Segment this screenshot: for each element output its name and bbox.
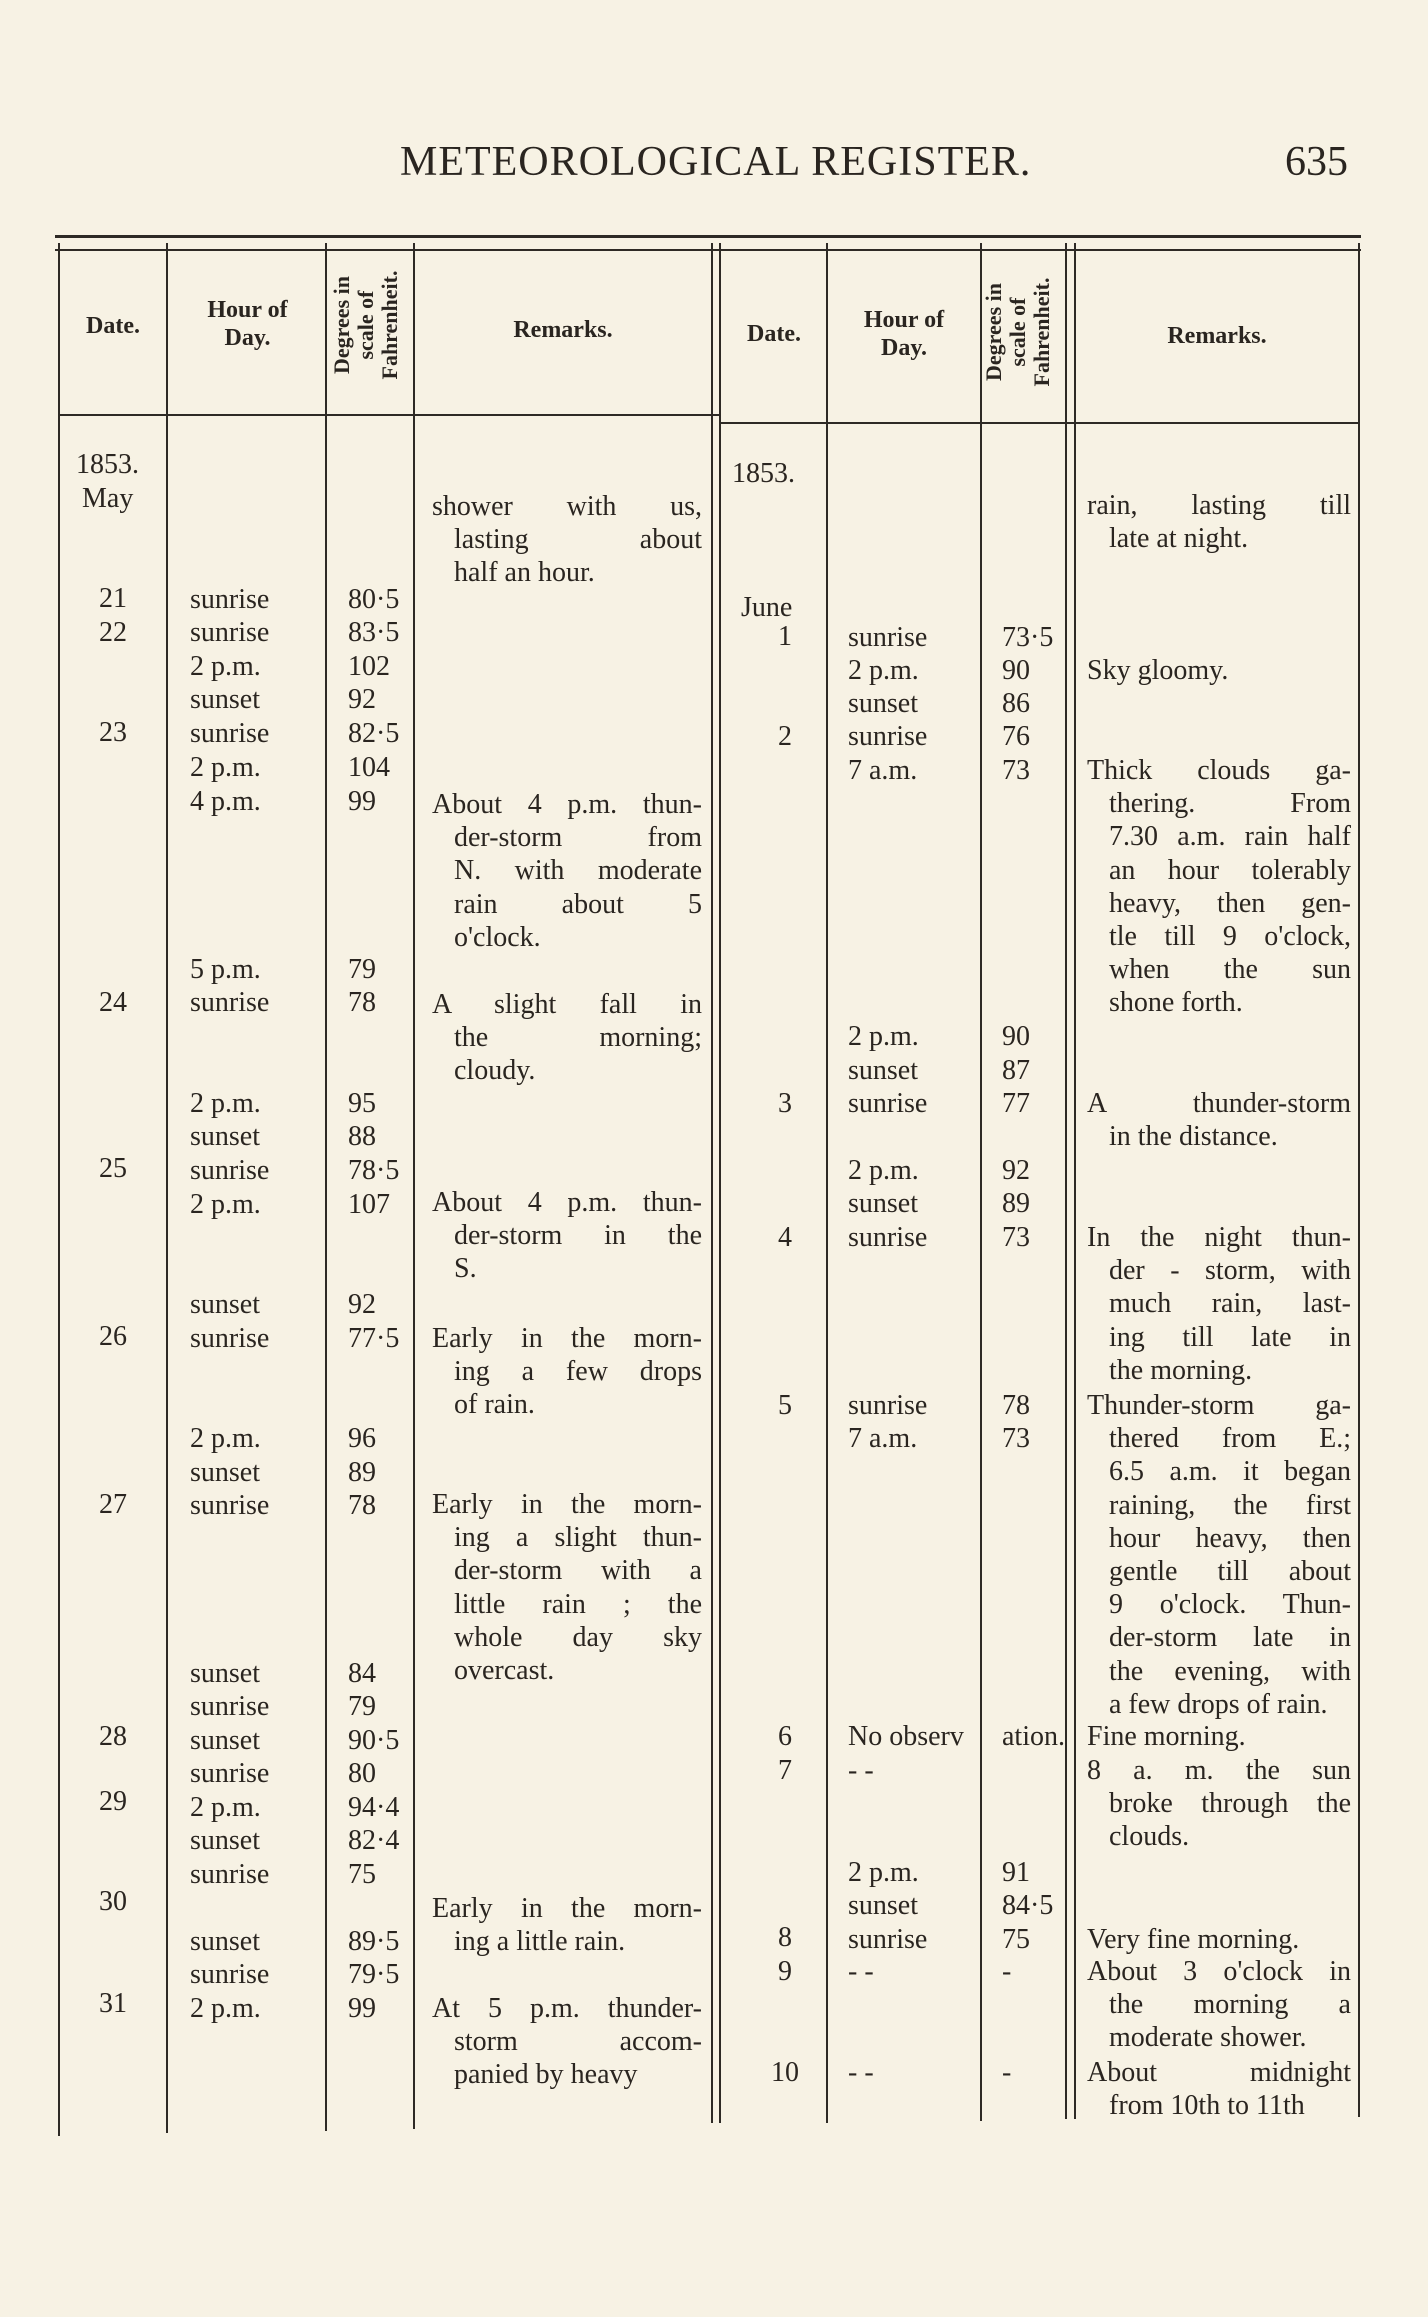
date-entry: 30 bbox=[99, 1886, 127, 1917]
remark-line: A thunder-storm bbox=[1087, 1088, 1351, 1119]
hour-entry: sunrise bbox=[190, 718, 270, 749]
date-entry: 6 bbox=[778, 1721, 792, 1752]
remark bbox=[1087, 1955, 1351, 2055]
remark-line: the morning; bbox=[454, 1022, 702, 1054]
degree-entry: 99 bbox=[348, 1993, 376, 2024]
hour-entry: 4 p.m. bbox=[190, 786, 261, 817]
remark-line: 7.30 a.m. rain half bbox=[1109, 821, 1351, 853]
degree-entry: 84·5 bbox=[1002, 1890, 1054, 1921]
degree-entry: 92 bbox=[348, 684, 376, 715]
column-divider bbox=[980, 243, 982, 2121]
degree-entry: 78·5 bbox=[348, 1155, 400, 1186]
remark-line: Early in the morn- bbox=[432, 1489, 702, 1520]
date-entry: 31 bbox=[99, 1988, 127, 2019]
remark-line: the evening, with bbox=[1109, 1655, 1351, 1687]
degree-entry: 79 bbox=[348, 1691, 376, 1722]
remark-line: when the sun bbox=[1109, 954, 1351, 986]
remark-line: der-storm with a bbox=[454, 1555, 702, 1587]
remark bbox=[1087, 1087, 1351, 1153]
remark-line: S. bbox=[454, 1253, 477, 1285]
header-remarks: Remarks. bbox=[513, 317, 613, 343]
remark-line: der-storm late in bbox=[1109, 1622, 1351, 1654]
degree-entry: 92 bbox=[1002, 1155, 1030, 1186]
remark bbox=[432, 1322, 702, 1422]
remark-line: panied by heavy bbox=[454, 2059, 638, 2091]
date-entry: 24 bbox=[99, 987, 127, 1018]
degree-entry: 91 bbox=[1002, 1857, 1030, 1888]
hour-entry: sunrise bbox=[848, 1390, 928, 1421]
hour-entry: sunrise bbox=[190, 1691, 270, 1722]
hour-entry: sunset bbox=[848, 1890, 918, 1921]
remark-line: cloudy. bbox=[454, 1055, 536, 1087]
remark-line: clouds. bbox=[1109, 1821, 1190, 1853]
remark-line: Thick clouds ga- bbox=[1087, 755, 1351, 786]
remark-line: der-storm in the bbox=[454, 1220, 702, 1252]
remark-line: a few drops of rain. bbox=[1109, 1688, 1328, 1720]
header-remarks: Remarks. bbox=[1167, 323, 1267, 349]
degree-entry: 90·5 bbox=[348, 1725, 400, 1756]
hour-entry: 2 p.m. bbox=[190, 1088, 261, 1119]
column-divider bbox=[166, 243, 168, 2133]
remark-line: overcast. bbox=[454, 1655, 555, 1687]
hour-entry: sunset bbox=[190, 1121, 260, 1152]
degree-entry: 80·5 bbox=[348, 584, 400, 615]
remark-line: N. with moderate bbox=[454, 855, 702, 887]
degree-entry: - bbox=[1002, 1956, 1012, 1987]
remark bbox=[1087, 1923, 1351, 1956]
hour-entry: sunrise bbox=[848, 1088, 928, 1119]
date-entry: 27 bbox=[99, 1489, 127, 1520]
remark bbox=[432, 490, 702, 590]
header-hour: Hour of Day. bbox=[863, 307, 945, 361]
remark-line: heavy, then gen- bbox=[1109, 887, 1351, 919]
remark-line: in the distance. bbox=[1109, 1121, 1278, 1153]
date-entry: 21 bbox=[99, 583, 127, 614]
remark-line: much rain, last- bbox=[1109, 1288, 1351, 1320]
degree-entry: 87 bbox=[1002, 1055, 1030, 1086]
date-entry: 4 bbox=[778, 1222, 792, 1253]
degree-entry: 88 bbox=[348, 1121, 376, 1152]
remark-line: Very fine morning. bbox=[1087, 1924, 1300, 1955]
remark-line: thering. From bbox=[1109, 788, 1351, 820]
remark-line: of rain. bbox=[454, 1389, 535, 1421]
remark-line: whole day sky bbox=[454, 1621, 702, 1653]
hour-entry: sunrise bbox=[190, 987, 270, 1018]
degree-entry: - bbox=[1002, 2057, 1012, 2088]
remark-line: gentle till about bbox=[1109, 1556, 1351, 1588]
remark bbox=[1087, 1754, 1351, 1854]
remark bbox=[1087, 1221, 1351, 1387]
date-entry: 5 bbox=[778, 1390, 792, 1421]
page-header bbox=[0, 138, 1428, 198]
hour-entry: - - bbox=[848, 1956, 874, 1987]
remark-line: half an hour. bbox=[454, 557, 595, 589]
date-entry: 23 bbox=[99, 717, 127, 748]
remark bbox=[1087, 1720, 1351, 1753]
degree-entry: 80 bbox=[348, 1758, 376, 1789]
remark-line: ing till late in bbox=[1109, 1321, 1351, 1353]
hour-entry: sunrise bbox=[190, 617, 270, 648]
hour-entry: sunrise bbox=[848, 622, 928, 653]
degree-entry: 77·5 bbox=[348, 1323, 400, 1354]
remark-line: the morning. bbox=[1109, 1354, 1253, 1386]
remark-line: storm accom- bbox=[454, 2026, 702, 2058]
header-date: Date. bbox=[747, 321, 801, 347]
hour-entry: 2 p.m. bbox=[190, 1792, 261, 1823]
remark-line: A slight fall in bbox=[432, 989, 702, 1020]
remark-line: rain about 5 bbox=[454, 888, 702, 920]
hour-entry: 2 p.m. bbox=[848, 1857, 919, 1888]
degree-entry: 82·4 bbox=[348, 1825, 400, 1856]
remark-line: About midnight bbox=[1087, 2057, 1351, 2088]
remark bbox=[432, 1186, 702, 1286]
column-divider bbox=[1065, 243, 1067, 2119]
hour-entry: sunrise bbox=[190, 1323, 270, 1354]
date-entry: 2 bbox=[778, 721, 792, 752]
degree-entry: 94·4 bbox=[348, 1792, 400, 1823]
remark-line: In the night thun- bbox=[1087, 1222, 1351, 1253]
hour-entry: sunset bbox=[190, 1457, 260, 1488]
column-divider bbox=[325, 243, 327, 2131]
remark-line: moderate shower. bbox=[1109, 2022, 1307, 2054]
remark-line: 6.5 a.m. it began bbox=[1109, 1456, 1351, 1488]
column-divider bbox=[1358, 243, 1360, 2117]
hour-entry: sunset bbox=[848, 1188, 918, 1219]
remark-line: Fine morning. bbox=[1087, 1721, 1246, 1752]
remark bbox=[1087, 1389, 1351, 1721]
remark-line: 9 o'clock. Thun- bbox=[1109, 1589, 1351, 1621]
remark bbox=[432, 1488, 702, 1687]
date-entry: 22 bbox=[99, 617, 127, 648]
hour-entry: sunrise bbox=[190, 584, 270, 615]
remark-line: little rain ; the bbox=[454, 1588, 702, 1620]
hour-entry: sunrise bbox=[190, 1758, 270, 1789]
column-divider bbox=[826, 243, 828, 2123]
degree-entry: 84 bbox=[348, 1658, 376, 1689]
hour-entry: 2 p.m. bbox=[190, 752, 261, 783]
degree-entry: 90 bbox=[1002, 1021, 1030, 1052]
hour-entry: sunrise bbox=[190, 1490, 270, 1521]
remark-line: Sky gloomy. bbox=[1087, 655, 1229, 686]
hour-entry: - - bbox=[848, 2057, 874, 2088]
hour-entry: sunset bbox=[848, 1055, 918, 1086]
remark-line: shower with us, bbox=[432, 491, 702, 522]
year-label: 1853. bbox=[76, 449, 139, 480]
remark bbox=[432, 788, 702, 954]
remark-line: hour heavy, then bbox=[1109, 1522, 1351, 1554]
remark-line: tle till 9 o'clock, bbox=[1109, 921, 1351, 953]
date-entry: 7 bbox=[778, 1755, 792, 1786]
hour-entry: No observ bbox=[848, 1721, 964, 1752]
degree-entry: ation. bbox=[1002, 1721, 1065, 1752]
degree-entry: 99 bbox=[348, 786, 376, 817]
degree-entry: 73·5 bbox=[1002, 622, 1054, 653]
remark-line: shone forth. bbox=[1109, 987, 1243, 1019]
hour-entry: - - bbox=[848, 1755, 874, 1786]
degree-entry: 75 bbox=[348, 1859, 376, 1890]
degree-entry: 102 bbox=[348, 651, 390, 682]
remark-line: an hour tolerably bbox=[1109, 854, 1351, 886]
remark-line: ing a little rain. bbox=[454, 1926, 626, 1958]
date-entry: 29 bbox=[99, 1786, 127, 1817]
degree-entry: 73 bbox=[1002, 1222, 1030, 1253]
remark-line: At 5 p.m. thunder- bbox=[432, 1993, 702, 2024]
top-rule-second bbox=[55, 249, 1361, 251]
hour-entry: sunrise bbox=[848, 721, 928, 752]
degree-entry: 75 bbox=[1002, 1924, 1030, 1955]
hour-entry: 2 p.m. bbox=[190, 1423, 261, 1454]
remark-line: ing a few drops bbox=[454, 1356, 702, 1388]
column-divider bbox=[413, 243, 415, 2129]
remark-line: About 3 o'clock in bbox=[1087, 1956, 1351, 1987]
header-rule-right bbox=[720, 422, 1360, 424]
hour-entry: sunrise bbox=[848, 1924, 928, 1955]
hour-entry: sunrise bbox=[190, 1959, 270, 1990]
degree-entry: 78 bbox=[1002, 1390, 1030, 1421]
header-date: Date. bbox=[86, 313, 140, 339]
hour-entry: sunset bbox=[190, 684, 260, 715]
remark-line: der-storm from bbox=[454, 822, 702, 854]
hour-entry: 2 p.m. bbox=[190, 651, 261, 682]
hour-entry: sunset bbox=[190, 1289, 260, 1320]
remark-line: from 10th to 11th bbox=[1109, 2090, 1305, 2122]
column-divider bbox=[719, 243, 721, 2123]
date-entry: 3 bbox=[778, 1088, 792, 1119]
hour-entry: sunrise bbox=[190, 1155, 270, 1186]
degree-entry: 73 bbox=[1002, 1423, 1030, 1454]
hour-entry: 2 p.m. bbox=[848, 1155, 919, 1186]
year-label: 1853. bbox=[732, 458, 795, 489]
column-divider bbox=[711, 243, 713, 2123]
date-entry: 28 bbox=[99, 1721, 127, 1752]
degree-entry: 89 bbox=[348, 1457, 376, 1488]
hour-entry: sunset bbox=[848, 688, 918, 719]
remark-line: Early in the morn- bbox=[432, 1893, 702, 1924]
remark-line: Thunder-storm ga- bbox=[1087, 1390, 1351, 1421]
degree-entry: 83·5 bbox=[348, 617, 400, 648]
hour-entry: 2 p.m. bbox=[848, 1021, 919, 1052]
hour-entry: 2 p.m. bbox=[190, 1993, 261, 2024]
degree-entry: 90 bbox=[1002, 655, 1030, 686]
remark bbox=[1087, 2056, 1351, 2122]
remark-line: o'clock. bbox=[454, 921, 541, 953]
remark bbox=[1087, 489, 1351, 555]
header-rule-left bbox=[58, 414, 720, 416]
degree-entry: 86 bbox=[1002, 688, 1030, 719]
degree-entry: 89·5 bbox=[348, 1926, 400, 1957]
hour-entry: 5 p.m. bbox=[190, 954, 261, 985]
hour-entry: sunset bbox=[190, 1825, 260, 1856]
remark-line: late at night. bbox=[1109, 523, 1249, 555]
remark-line: About 4 p.m. thun- bbox=[432, 789, 702, 820]
degree-entry: 92 bbox=[348, 1289, 376, 1320]
remark bbox=[432, 1892, 702, 1958]
date-entry: 10 bbox=[771, 2057, 799, 2088]
remark-line: ing a slight thun- bbox=[454, 1522, 702, 1554]
date-entry: 1 bbox=[778, 621, 792, 652]
remark-line: About 4 p.m. thun- bbox=[432, 1187, 702, 1218]
column-divider bbox=[58, 243, 60, 2136]
remark-line: thered from E.; bbox=[1109, 1423, 1351, 1455]
date-entry: 25 bbox=[99, 1153, 127, 1184]
date-entry: 9 bbox=[778, 1956, 792, 1987]
header-hour: Hour of Day. bbox=[207, 297, 288, 351]
remark-line: rain, lasting till bbox=[1087, 490, 1351, 521]
page-title: METEOROLOGICAL REGISTER. bbox=[400, 139, 1032, 185]
hour-entry: sunrise bbox=[848, 1222, 928, 1253]
hour-entry: 7 a.m. bbox=[848, 1423, 918, 1454]
hour-entry: sunset bbox=[190, 1658, 260, 1689]
page-number: 635 bbox=[1285, 139, 1348, 185]
remark bbox=[1087, 754, 1351, 1020]
hour-entry: sunrise bbox=[190, 1859, 270, 1890]
remark-line: broke through the bbox=[1109, 1788, 1351, 1820]
hour-entry: 2 p.m. bbox=[848, 655, 919, 686]
hour-entry: sunset bbox=[190, 1926, 260, 1957]
header-degrees: Degrees in scale of Fahrenheit. bbox=[981, 277, 1054, 387]
degree-entry: 76 bbox=[1002, 721, 1030, 752]
remark-line: Early in the morn- bbox=[432, 1323, 702, 1354]
month-label: May bbox=[82, 483, 134, 514]
remark bbox=[432, 988, 702, 1088]
degree-entry: 82·5 bbox=[348, 718, 400, 749]
remark bbox=[1087, 654, 1351, 687]
degree-entry: 73 bbox=[1002, 755, 1030, 786]
date-entry: 8 bbox=[778, 1922, 792, 1953]
remark-line: raining, the first bbox=[1109, 1489, 1351, 1521]
remark-line: 8 a. m. the sun bbox=[1087, 1755, 1351, 1786]
hour-entry: 7 a.m. bbox=[848, 755, 918, 786]
degree-entry: 89 bbox=[1002, 1188, 1030, 1219]
column-divider bbox=[1074, 243, 1076, 2119]
degree-entry: 79·5 bbox=[348, 1959, 400, 1990]
degree-entry: 96 bbox=[348, 1423, 376, 1454]
date-entry: 26 bbox=[99, 1321, 127, 1352]
degree-entry: 77 bbox=[1002, 1088, 1030, 1119]
degree-entry: 79 bbox=[348, 954, 376, 985]
remark bbox=[432, 1992, 702, 2092]
top-rule bbox=[55, 235, 1361, 238]
hour-entry: 2 p.m. bbox=[190, 1189, 261, 1220]
degree-entry: 78 bbox=[348, 1490, 376, 1521]
degree-entry: 78 bbox=[348, 987, 376, 1018]
remark-line: der - storm, with bbox=[1109, 1255, 1351, 1287]
month-label: June bbox=[741, 592, 793, 623]
hour-entry: sunset bbox=[190, 1725, 260, 1756]
header-degrees: Degrees in scale of Fahrenheit. bbox=[329, 270, 402, 380]
remark-line: lasting about bbox=[454, 524, 702, 556]
degree-entry: 95 bbox=[348, 1088, 376, 1119]
degree-entry: 104 bbox=[348, 752, 390, 783]
degree-entry: 107 bbox=[348, 1189, 390, 1220]
remark-line: the morning a bbox=[1109, 1989, 1351, 2021]
